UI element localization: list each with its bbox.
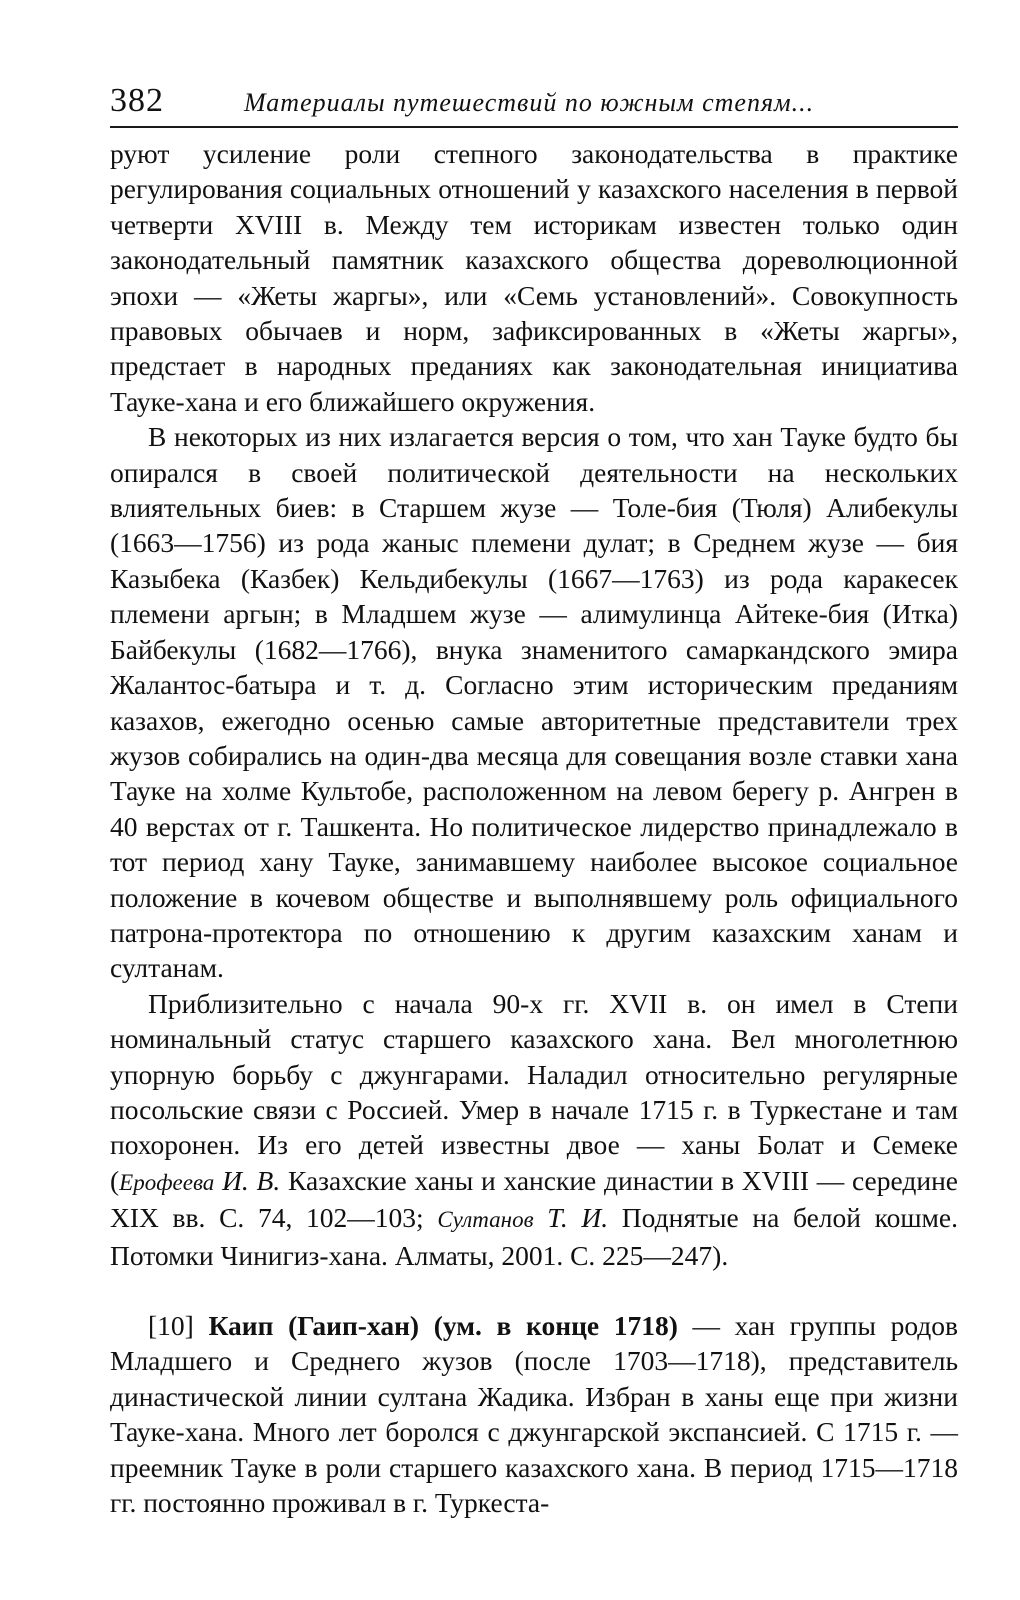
paragraph-3 [110,986,958,1273]
page-number: 382 [110,82,164,119]
paragraph-3-text-b: Казахские ханы и ханские династии в XVIII — середине XIX вв. С. 74, 102—103; [110,1164,958,1234]
entry-10 [110,1308,958,1520]
running-title: Материалы путешествий по южным степям... [244,88,815,117]
citation-author-1: Ерофеева [119,1169,215,1195]
entry-text: — хан группы родов Младшего и Среднего жузов (после 1703—1718), представитель династической линии султана Жадика. Избран в ханы еще при жизни Тауке-хана. Много лет боролся с джунгарской экспансией. С 1715 г. — преемник Тауке в роли старшего казахского хана. В период 1715—1718 гг. постоянно проживал в г. Туркеста- [110,1310,959,1519]
entry-heading: Каип (Гаип-хан) (ум. в конце 1718) [208,1310,678,1341]
citation-author-2: Султанов [437,1207,534,1233]
citation-author-1-initials: И. В. [222,1164,281,1196]
running-header [110,82,958,128]
entry-number: [10] [148,1310,194,1341]
paragraph-1: руют усиление роли степного законодательства в практике регулирования социальных отношений у казахского населения в первой четверти XVIII в. Между тем историкам известен только один законодательный памятник казахского общества дореволюционной эпохи — «Жеты жаргы», или «Семь установлений». Совокупность правовых обычаев и норм, зафиксированных в «Жеты жаргы», предстает в народных преданиях как законодательная инициатива Тауке-хана и его ближайшего окружения. [110,138,958,417]
paragraph-2: В некоторых из них излагается версия о том, что хан Тауке будто бы опирался в своей политической деятельности на нескольких влиятельных биев: в Старшем жузе — Толе-бия (Тюля) Алибекулы (1663—1756) из рода жаныс племени дулат; в Среднем жузе — бия Казыбека (Казбек) Кельдибекулы (1667—1763) из рода каракесек племени аргын; в Младшем жузе — алимулинца Айтеке-бия (Итка) Байбекулы (1682—1766), внука знаменитого самаркандского эмира Жалантос-батыра и т. д. Согласно этим историческим преданиям казахов, ежегодно осенью самые авторитетные представители трех жузов собирались на один-два месяца для совещания возле ставки хана Тауке на холме Культобе, расположенном на левом берегу р. Ангрен в 40 верстах от г. Ташкента. Но политическое лидерство принадлежало в тот период хану Тауке, занимавшему наиболее высокое социальное положение в кочевом обществе и выполнявшему роль официального патрона-протектора по отношению к другим казахским ханам и султанам. [110,421,958,984]
paragraph-3-text-a: Приблизительно с начала 90-х гг. XVII в. он имел в Степи номинальный статус старшего казахского хана. Вел многолетнюю упорную борьбу с джунгарами. Наладил относительно регулярные посольские связи с Россией. Умер в начале 1715 г. в Туркестане и там похоронен. Из его детей известны двое — ханы Болат и Семеке ( [110,987,958,1196]
book-page [110,82,958,1520]
body-text [110,136,958,1520]
paragraph-3-text-c: Поднятые на белой кошме. Потомки Чинигиз-хана. Алматы, 2001. С. 225—247). [110,1202,959,1271]
citation-author-2-initials: Т. И. [547,1202,609,1234]
